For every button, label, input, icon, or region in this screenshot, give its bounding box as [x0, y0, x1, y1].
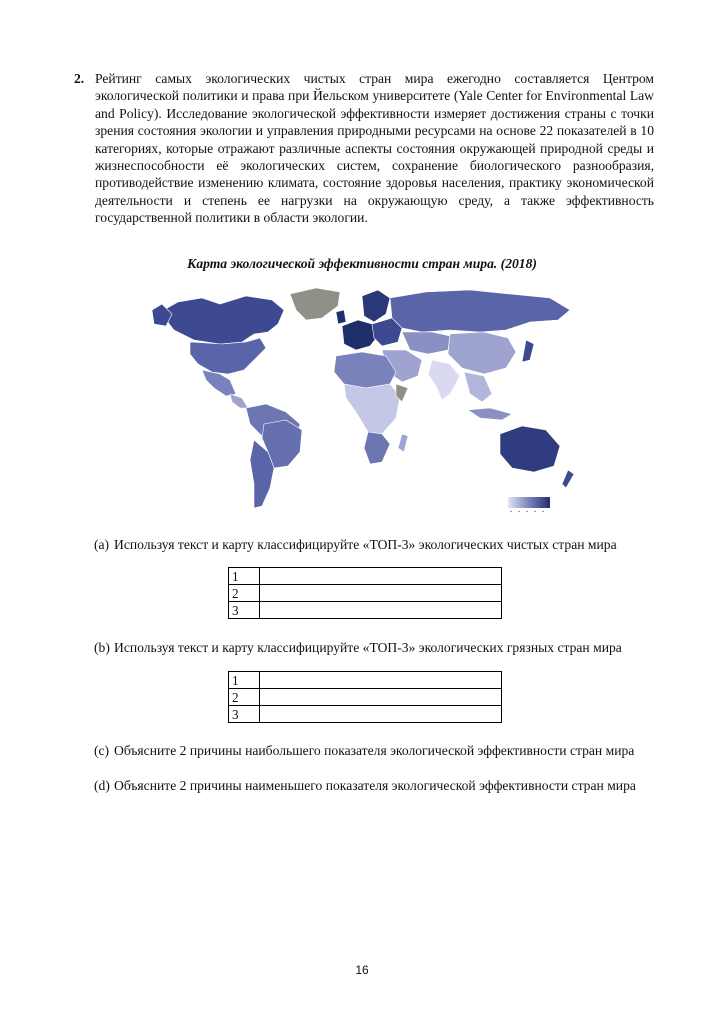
answer-table-a — [228, 567, 502, 619]
subquestion-d-text: Объясните 2 причины наименьшего показателя экологической эффективности стран мира — [114, 778, 636, 793]
table-row — [229, 585, 502, 602]
question-text: Рейтинг самых экологических чистых стран мира ежегодно составляется Центром экологической политики и права при Йельском университете (Yale Center for Environmental Law and Policy). Исследование экологической эффективности измеряет достижения страны с точки зрения состояния экологии и управления природными ресурсами на основе 22 показателей в 10 категориях, которые отражают различные аспекты состояния окружающей природной среды и жизнеспособности её экологических систем, сохранение биологического разнообразия, противодействие изменению климата, состояние здоровья населения, практику экономической деятельности и степень ее нагрузки на окружающую среду, а также эффективность государственной политики в области экологии. — [95, 71, 654, 226]
map-southern-africa — [364, 432, 390, 464]
row-number: 3 — [229, 706, 260, 723]
world-map-svg — [150, 284, 584, 516]
subquestion-a — [94, 536, 654, 553]
subquestion-b-text: Используя текст и карту классифицируйте «ТОП-3» экологических грязных стран мира — [114, 640, 622, 655]
answer-cell[interactable] — [260, 689, 502, 706]
map-legend-ticks — [510, 511, 544, 512]
map-russia — [390, 290, 570, 332]
answer-cell[interactable] — [260, 706, 502, 723]
table-row — [229, 689, 502, 706]
map-central-america — [230, 394, 248, 408]
answer-cell[interactable] — [260, 672, 502, 689]
answer-table-b — [228, 671, 502, 723]
answer-cell[interactable] — [260, 585, 502, 602]
question-2 — [74, 70, 654, 227]
map-title: Карта экологической эффективности стран мира. (2018) — [187, 256, 537, 271]
answer-cell[interactable] — [260, 602, 502, 619]
map-legend-tick — [542, 511, 544, 512]
map-legend-tick — [526, 511, 528, 512]
map-japan — [522, 340, 534, 362]
map-india — [428, 360, 460, 400]
map-mexico — [202, 370, 236, 396]
table-row — [229, 602, 502, 619]
answer-cell[interactable] — [260, 568, 502, 585]
map-legend-tick — [510, 511, 512, 512]
map-southeast-asia — [464, 372, 492, 402]
subquestion-c — [94, 742, 654, 759]
question-number: 2. — [74, 71, 85, 86]
map-madagascar — [398, 434, 408, 452]
map-australia — [500, 426, 560, 472]
map-new-zealand — [562, 470, 574, 488]
row-number: 3 — [229, 602, 260, 619]
map-greenland — [290, 288, 340, 320]
map-china — [448, 332, 516, 374]
row-number: 1 — [229, 672, 260, 689]
row-number: 1 — [229, 568, 260, 585]
map-canada — [160, 296, 284, 344]
table-row — [229, 568, 502, 585]
map-indonesia — [468, 408, 512, 420]
map-legend-tick — [534, 511, 536, 512]
row-number: 2 — [229, 689, 260, 706]
subquestion-d-label: (d) — [94, 778, 110, 793]
subquestion-a-label: (a) — [94, 537, 110, 552]
map-usa — [190, 338, 266, 374]
map-legend-tick — [518, 511, 520, 512]
map-legend-bar — [508, 497, 550, 508]
map-uk — [336, 310, 346, 324]
table-row — [229, 706, 502, 723]
subquestion-a-text: Используя текст и карту классифицируйте «ТОП-3» экологических чистых стран мира — [114, 537, 617, 552]
map-north-africa — [334, 352, 396, 388]
map-central-asia — [402, 332, 450, 354]
subquestion-c-label: (c) — [94, 743, 110, 758]
subquestion-b — [94, 639, 654, 656]
subquestion-c-text: Объясните 2 причины наибольшего показателя экологической эффективности стран мира — [114, 743, 635, 758]
world-map — [150, 284, 584, 516]
subquestion-d — [94, 777, 654, 794]
row-number: 2 — [229, 585, 260, 602]
table-row — [229, 672, 502, 689]
map-scandinavia — [362, 290, 390, 322]
map-central-africa — [344, 384, 400, 434]
subquestion-b-label: (b) — [94, 640, 110, 655]
page-number: 16 — [355, 963, 369, 977]
